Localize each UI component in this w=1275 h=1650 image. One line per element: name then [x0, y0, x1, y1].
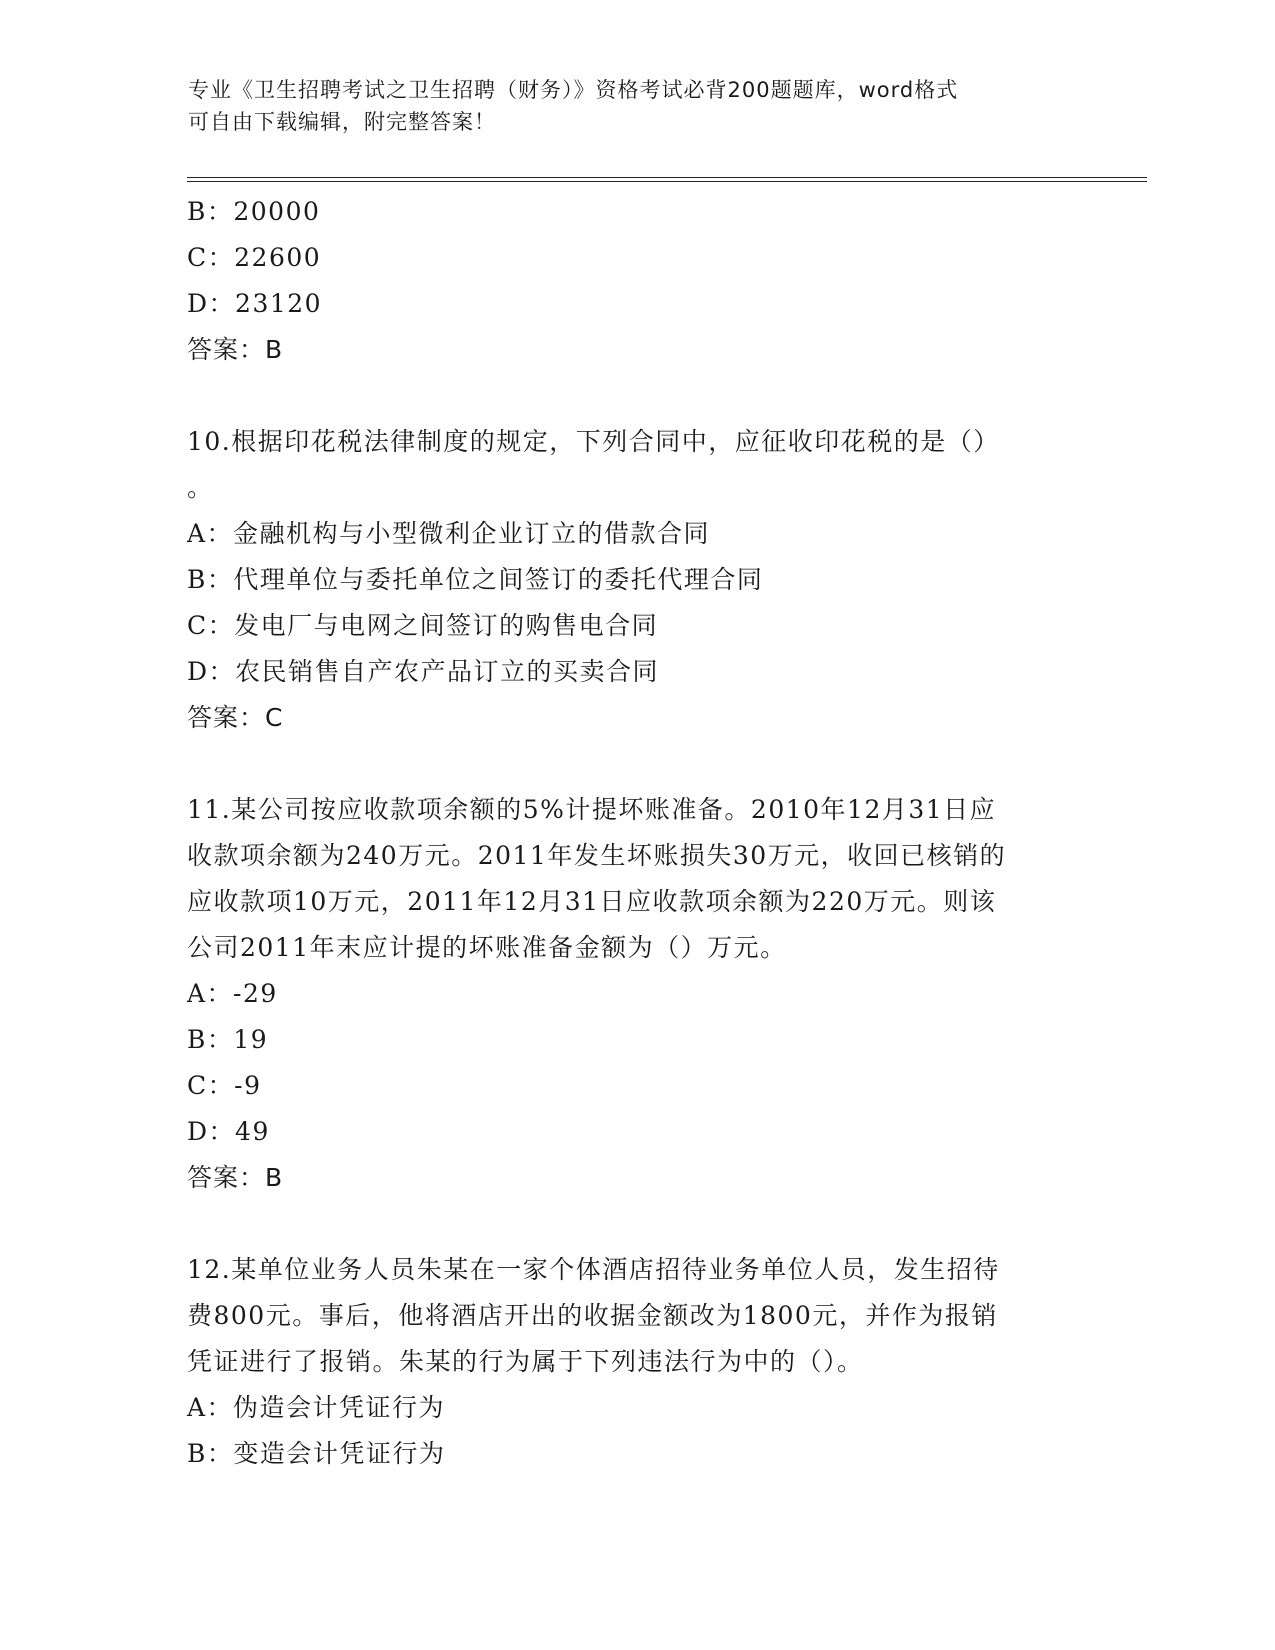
answer-label: 答案：B [187, 1163, 284, 1192]
header-title-line-2: 可自由下载编辑，附完整答案！ [188, 110, 496, 134]
option-a: A：-29 [187, 979, 278, 1008]
answer-label: 答案：B [187, 335, 284, 364]
spacer [187, 741, 1087, 787]
option-c: C：22600 [187, 243, 322, 272]
question-11-block [187, 787, 1087, 1201]
question-text-line: 应收款项10万元，2011年12月31日应收款项余额为220万元。则该 [187, 887, 997, 916]
question-text-line: 10.根据印花税法律制度的规定，下列合同中，应征收印花税的是（） [187, 427, 1000, 456]
spacer [187, 373, 1087, 419]
question-10-block [187, 419, 1087, 741]
option-a: A：伪造会计凭证行为 [187, 1393, 446, 1422]
question-content [187, 189, 1087, 1477]
option-d: D：农民销售自产农产品订立的买卖合同 [187, 657, 660, 686]
option-b: B：20000 [187, 197, 321, 226]
header-divider-top [187, 177, 1147, 178]
question-12-block [187, 1247, 1087, 1477]
question-text-line: 。 [187, 473, 214, 502]
header-divider-bottom [187, 181, 1147, 182]
option-b: B：变造会计凭证行为 [187, 1439, 446, 1468]
document-header [188, 74, 1088, 138]
option-b: B：19 [187, 1025, 269, 1054]
question-text-line: 公司2011年末应计提的坏账准备金额为（）万元。 [187, 933, 787, 962]
spacer [187, 1201, 1087, 1247]
question-text-line: 凭证进行了报销。朱某的行为属于下列违法行为中的（）。 [187, 1347, 864, 1376]
question-text-line: 费800元。事后，他将酒店开出的收据金额改为1800元，并作为报销 [187, 1301, 998, 1330]
option-c: C：-9 [187, 1071, 262, 1100]
option-a: A：金融机构与小型微利企业订立的借款合同 [187, 519, 711, 548]
option-c: C：发电厂与电网之间签订的购售电合同 [187, 611, 659, 640]
question-text-line: 收款项余额为240万元。2011年发生坏账损失30万元，收回已核销的 [187, 841, 1007, 870]
question-text-line: 12.某单位业务人员朱某在一家个体酒店招待业务单位人员，发生招待 [187, 1255, 1000, 1284]
header-title-line-1: 专业《卫生招聘考试之卫生招聘（财务）》资格考试必背200题题库，word格式 [188, 78, 959, 102]
prev-question-block [187, 189, 1087, 373]
question-text-line: 11.某公司按应收款项余额的5%计提坏账准备。2010年12月31日应 [187, 795, 997, 824]
option-b: B：代理单位与委托单位之间签订的委托代理合同 [187, 565, 764, 594]
answer-label: 答案：C [187, 703, 284, 732]
option-d: D：23120 [187, 289, 323, 318]
option-d: D：49 [187, 1117, 270, 1146]
